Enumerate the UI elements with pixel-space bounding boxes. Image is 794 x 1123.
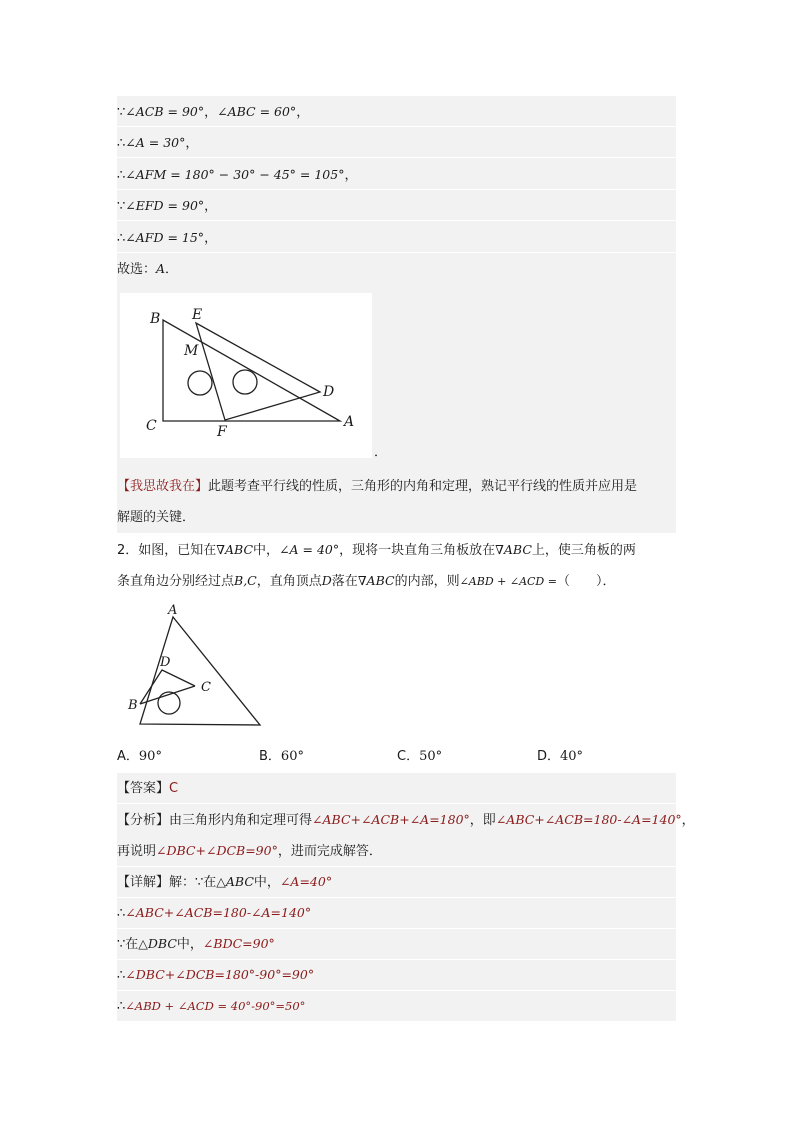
- label-c: C: [146, 418, 157, 434]
- figure-1-period: ．: [374, 445, 388, 460]
- detail-tag: 【详解】: [117, 875, 170, 890]
- label-a: A: [344, 414, 355, 430]
- reflection-line-1: 【我思故我在】此题考查平行线的性质，三角形的内角和定理，熟记平行线的性质并应用是: [117, 479, 638, 494]
- detail-line-2: ∴∠ABC+∠ACB=180-∠A=140°: [117, 905, 312, 921]
- answer-line: [117, 779, 676, 799]
- label-d: D: [323, 384, 335, 400]
- option-c[interactable]: C．50°: [397, 749, 443, 764]
- label-b-2: B: [128, 698, 138, 713]
- circle-right: [233, 370, 257, 394]
- figure-1: [120, 293, 372, 458]
- detail-line-3: ∵在△DBC中，∠BDC=90°: [117, 936, 275, 952]
- figure-1-svg: [120, 293, 372, 458]
- reflection-tag: 【我思故我在】: [117, 479, 209, 494]
- detail-line-4: ∴∠DBC+∠DCB=180°-90°=90°: [117, 967, 315, 983]
- solution-line-3: ∴∠AFM = 180° − 30° − 45° = 105°，: [117, 167, 358, 183]
- figure-2: [120, 600, 270, 732]
- label-m: M: [184, 343, 199, 359]
- triangle-abc-2: [140, 617, 260, 725]
- answer-tag: 【答案】: [117, 781, 170, 796]
- question-2-line-2: 条直角边分别经过点B,C，直角顶点D落在∇ABC的内部，则∠ABD + ∠ACD =（ ）．: [117, 573, 616, 589]
- circle-left: [188, 371, 212, 395]
- detail-line-5: ∴∠ABD + ∠ACD = 40°-90°=50°: [117, 999, 306, 1014]
- option-d[interactable]: D．40°: [537, 749, 584, 764]
- label-f: F: [217, 424, 227, 440]
- solution-line-2: ∴∠A = 30°，: [117, 135, 199, 151]
- label-b: B: [150, 311, 161, 327]
- label-a-2: A: [168, 603, 178, 618]
- option-b[interactable]: B．60°: [259, 749, 304, 764]
- analysis-line-1: 【分析】由三角形内角和定理可得∠ABC+∠ACB+∠A=180°，即∠ABC+∠ACB=180-∠A=140°，: [117, 812, 695, 828]
- triangle-abc: [163, 320, 340, 421]
- answer-value: C: [169, 781, 179, 796]
- solution-line-5: ∴∠AFD = 15°，: [117, 230, 218, 246]
- label-d-2: D: [160, 655, 171, 670]
- option-a[interactable]: A．90°: [117, 749, 162, 764]
- detail-line-1: 【详解】解：∵在△ABC中，∠A=40°: [117, 874, 333, 890]
- question-2-line-1: 2．如图，已知在∇ABC中，∠A = 40°，现将一块直角三角板放在∇ABC上，使三角板的两: [117, 542, 636, 558]
- analysis-tag: 【分析】: [117, 813, 170, 828]
- solution-line-1: ∵∠ACB = 90°，∠ABC = 60°，: [117, 104, 310, 120]
- choice-line: 故选：A．: [117, 261, 179, 277]
- label-c-2: C: [201, 680, 211, 695]
- solution-line-4: ∵∠EFD = 90°，: [117, 198, 218, 214]
- figure-2-svg: [120, 600, 270, 732]
- reflection-line-2: 解题的关键．: [117, 510, 196, 525]
- analysis-line-2: 再说明∠DBC+∠DCB=90°，进而完成解答．: [117, 843, 382, 859]
- hypotenuse-bc: [140, 686, 195, 704]
- circle-2: [158, 692, 180, 714]
- triangle-efd: [196, 323, 320, 420]
- label-e: E: [192, 307, 203, 323]
